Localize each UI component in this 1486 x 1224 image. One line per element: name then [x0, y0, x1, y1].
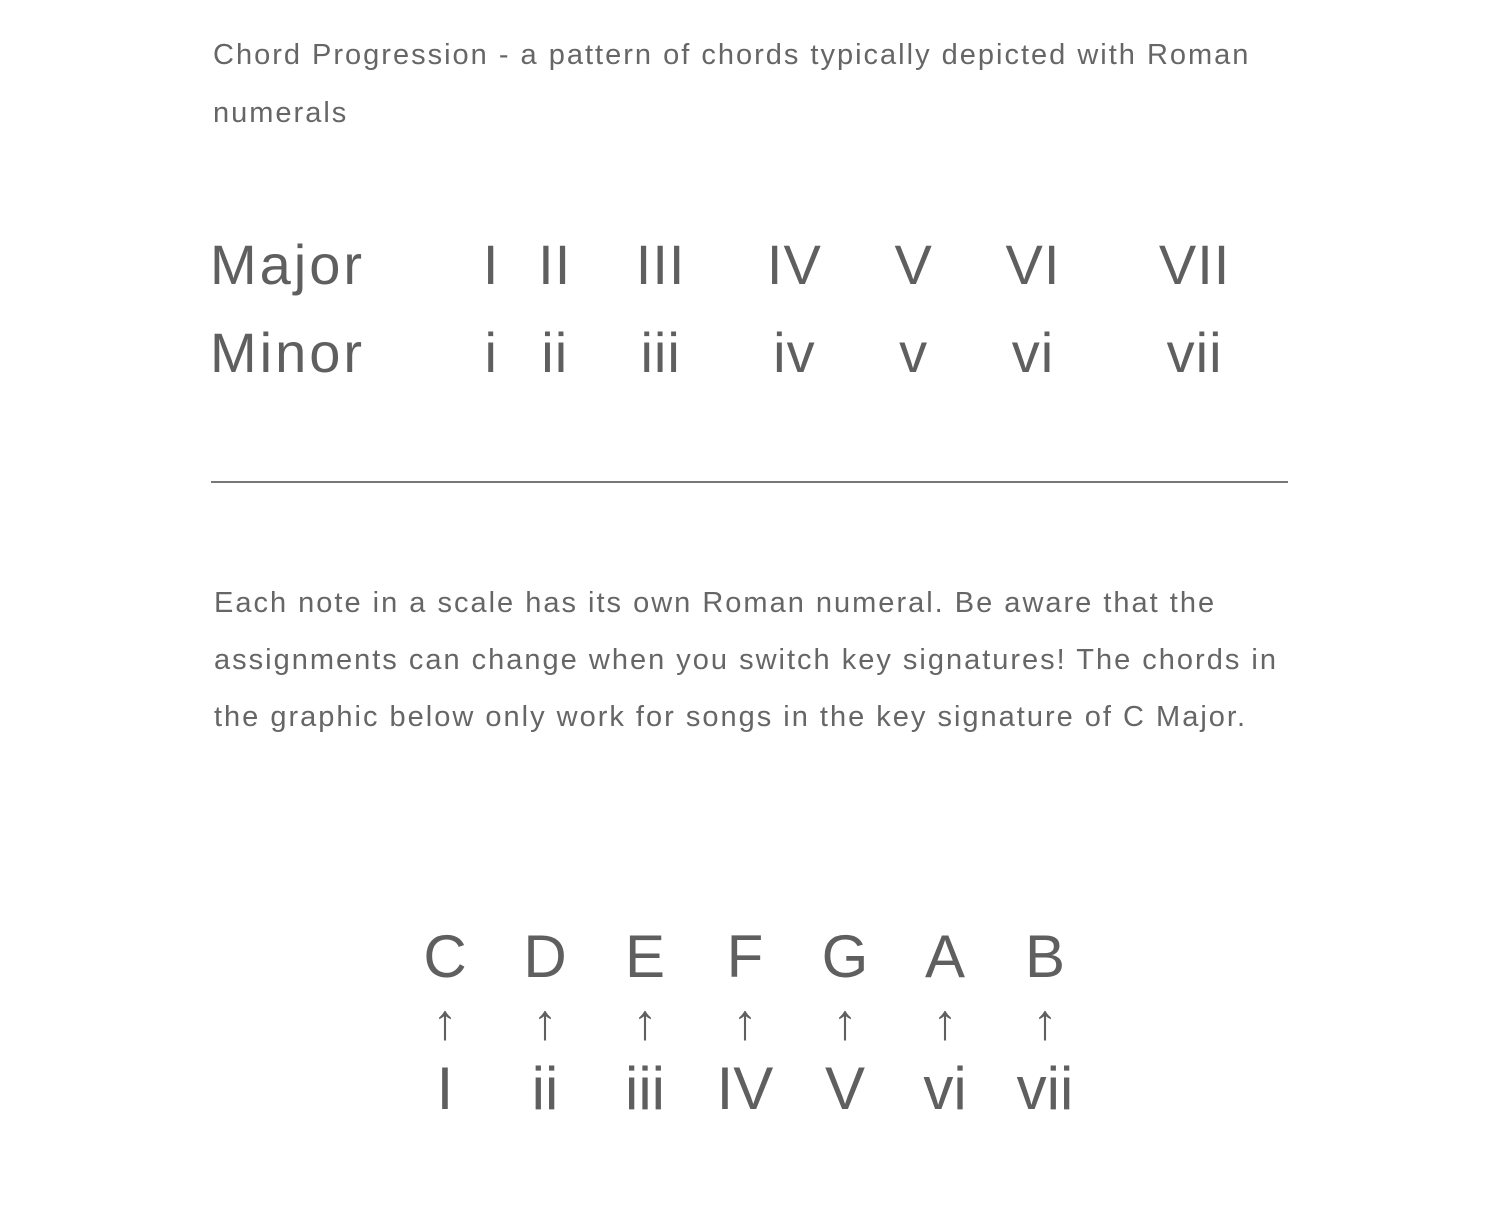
major-row: [210, 220, 1286, 308]
major-numeral: V: [894, 232, 933, 296]
up-arrow-icon: ↑: [932, 994, 958, 1050]
note-letter: F: [726, 922, 764, 990]
minor-numeral: ii: [541, 320, 569, 384]
scale-degree-numeral: IV: [716, 1054, 774, 1122]
major-numeral: IV: [766, 232, 822, 296]
note-letter: D: [523, 922, 567, 990]
minor-numeral: vi: [1011, 320, 1055, 384]
major-numeral: III: [635, 232, 686, 296]
note-to-numeral-mapping: [395, 918, 1095, 1126]
roman-numeral-explanation: Each note in a scale has its own Roman numeral. Be aware that the assignments can change when you switch key signatures! The chords in the graphic below only work for songs in the key signature of C Major.: [214, 587, 1278, 733]
major-numeral: II: [538, 232, 572, 296]
up-arrow-icon: ↑: [732, 994, 758, 1050]
note-row: [395, 918, 1095, 994]
numeral-row: [395, 1050, 1095, 1126]
up-arrow-icon: ↑: [432, 994, 458, 1050]
up-arrow-icon: ↑: [832, 994, 858, 1050]
minor-numeral: v: [899, 320, 929, 384]
section-divider: [211, 481, 1288, 483]
note-letter: G: [821, 922, 869, 990]
minor-row: [210, 308, 1286, 396]
scale-degree-numeral: V: [824, 1054, 866, 1122]
scale-degree-numeral: I: [436, 1054, 454, 1122]
up-arrow-icon: ↑: [1032, 994, 1058, 1050]
minor-numeral: iii: [640, 320, 681, 384]
minor-numeral: vii: [1166, 320, 1223, 384]
note-letter: B: [1024, 922, 1066, 990]
major-numeral: VII: [1158, 232, 1231, 296]
up-arrow-icon: ↑: [532, 994, 558, 1050]
up-arrow-icon: ↑: [632, 994, 658, 1050]
major-label: Major: [210, 232, 366, 296]
chord-progression-definition: Chord Progression - a pattern of chords typically depicted with Roman numerals: [213, 39, 1251, 129]
minor-numeral: iv: [773, 320, 816, 384]
scale-degree-numeral: vi: [923, 1054, 967, 1122]
minor-numeral: i: [484, 320, 498, 384]
major-numeral: I: [482, 232, 500, 296]
roman-numerals-table: [210, 220, 1286, 396]
scale-degree-numeral: ii: [531, 1054, 559, 1122]
note-letter: A: [924, 922, 966, 990]
note-letter: C: [423, 922, 467, 990]
arrow-row: [395, 994, 1095, 1050]
scale-degree-numeral: iii: [625, 1054, 665, 1122]
scale-degree-numeral: vii: [1016, 1054, 1074, 1122]
minor-label: Minor: [210, 320, 366, 384]
major-numeral: VI: [1005, 232, 1061, 296]
note-letter: E: [624, 922, 666, 990]
